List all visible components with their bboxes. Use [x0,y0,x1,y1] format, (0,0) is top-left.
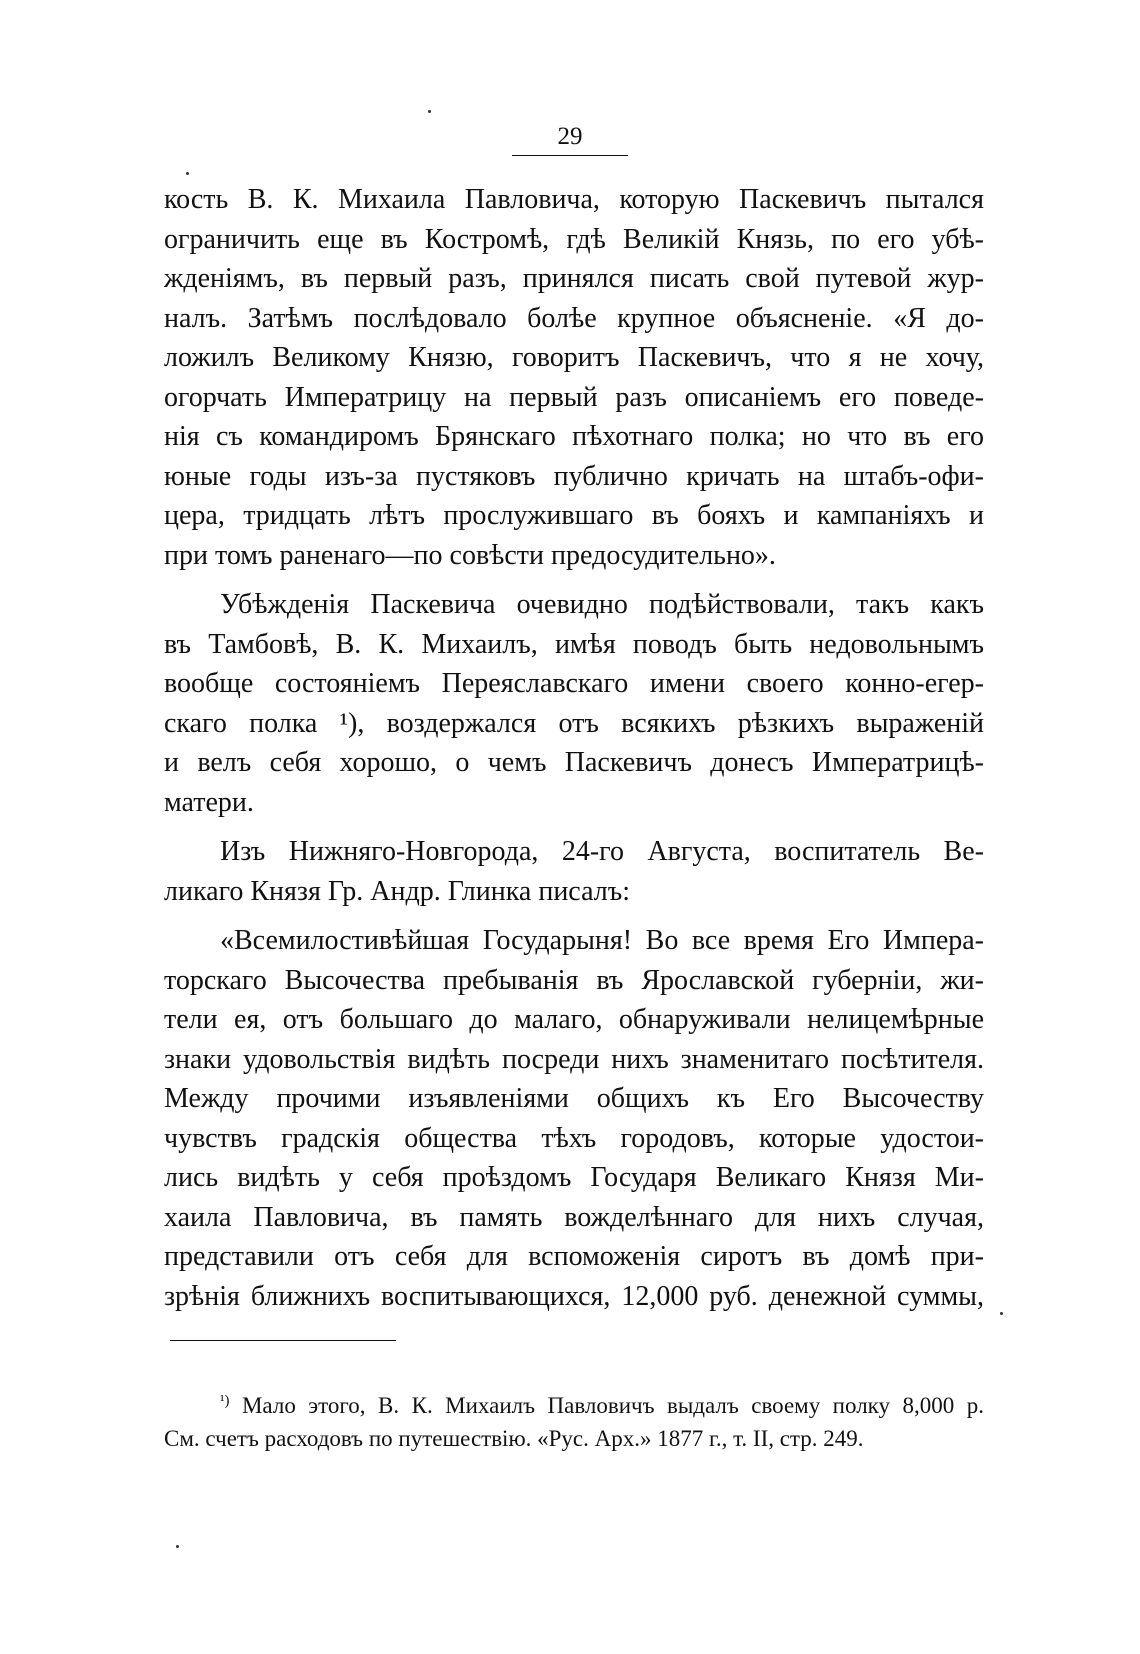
text-line: нія съ командиромъ Брянскаго пѣхотнаго полка; но что въ его [164,421,984,452]
text-line: представили отъ себя для вспоможенія сиротъ въ домѣ при- [164,1241,984,1272]
text-line: кость В. К. Михаила Павловича, которую Паскевичъ пытался [164,184,984,215]
scan-speck [1000,1312,1003,1315]
scan-speck [186,172,189,175]
text-line: Убѣжденія Паскевича очевидно подѣйствовали, такъ какъ [220,589,984,620]
text-line: скаго полка ¹), воздержался отъ всякихъ рѣзкихъ выраженій [164,707,984,739]
scan-speck [176,1545,179,1548]
footnote-text: Мало этого, В. К. Михаилъ Павловичъ выдалъ своему полку 8,000 р. [241,1393,984,1418]
body-text [164,180,984,1316]
text-line: тели ея, отъ большаго до малаго, обнаруживали нелицемѣрные [164,1004,984,1035]
text-line: зрѣнія ближнихъ воспитывающихся, 12,000 руб. денежной суммы, [164,1280,984,1312]
text-line: лись видѣть у себя проѣздомъ Государя Великаго Князя Ми- [164,1162,984,1193]
text-line: Изъ Нижняго-Новгорода, 24-го Августа, воспитатель Ве- [220,836,984,867]
text-line: въ Тамбовѣ, В. К. Михаилъ, имѣя поводъ быть недовольнымъ [164,628,984,660]
text-line: знаки удовольствія видѣть посреди нихъ знаменитаго посѣтителя. [164,1043,984,1075]
text-line: матери. [164,786,254,818]
text-line: ложилъ Великому Князю, говоритъ Паскевичъ, что я не хочу, [164,342,984,373]
text-line: при томъ раненаго—по совѣсти предосудительно». [164,539,776,571]
text-line: юные годы изъ-за пустяковъ публично кричать на штабъ-офи- [164,460,984,492]
text-line: «Всемилостивѣйшая Государыня! Во все время Его Импера- [220,925,984,956]
text-line: хаила Павловича, въ память вожделѣннаго для нихъ случая, [164,1201,984,1233]
text-line: ограничить еще въ Костромѣ, гдѣ Великій Князь, по его убѣ- [164,223,984,255]
text-line: и велъ себя хорошо, о чемъ Паскевичъ донесъ Императрицѣ- [164,747,984,778]
scan-speck [428,110,431,113]
text-line: торскаго Высочества пребыванія въ Ярославской губерніи, жи- [164,964,984,996]
page-number: 29 [557,123,583,150]
text-line: налъ. Затѣмъ послѣдовало болѣе крупное объясненіе. «Я до- [164,302,984,334]
text-line: огорчать Императрицу на первый разъ описаніемъ его поведе- [164,381,984,413]
footnote-line: См. счетъ расходовъ по путешествію. «Рус. Арх.» 1877 г., т. II, стр. 249. [164,1426,864,1451]
footnotes [164,1382,984,1458]
text-line: цера, тридцать лѣтъ прослужившаго въ бояхъ и кампаніяхъ и [164,500,984,531]
text-line: вообще состояніемъ Переяславскаго имени своего конно-егер- [164,668,984,699]
footnote-marker: ¹) [220,1393,230,1409]
text-line: Между прочими изъявленіями общихъ къ Его Высочеству [164,1083,984,1114]
footnote-line [164,1382,984,1420]
text-line: жденіямъ, въ первый разъ, принялся писать свой путевой жур- [164,263,984,294]
page-number-rule [512,155,628,156]
text-line: чувствъ градскія общества тѣхъ городовъ, которые удостои- [164,1122,984,1154]
text-line: ликаго Князя Гр. Андр. Глинка писалъ: [164,875,630,907]
footnote-rule [170,1340,396,1341]
